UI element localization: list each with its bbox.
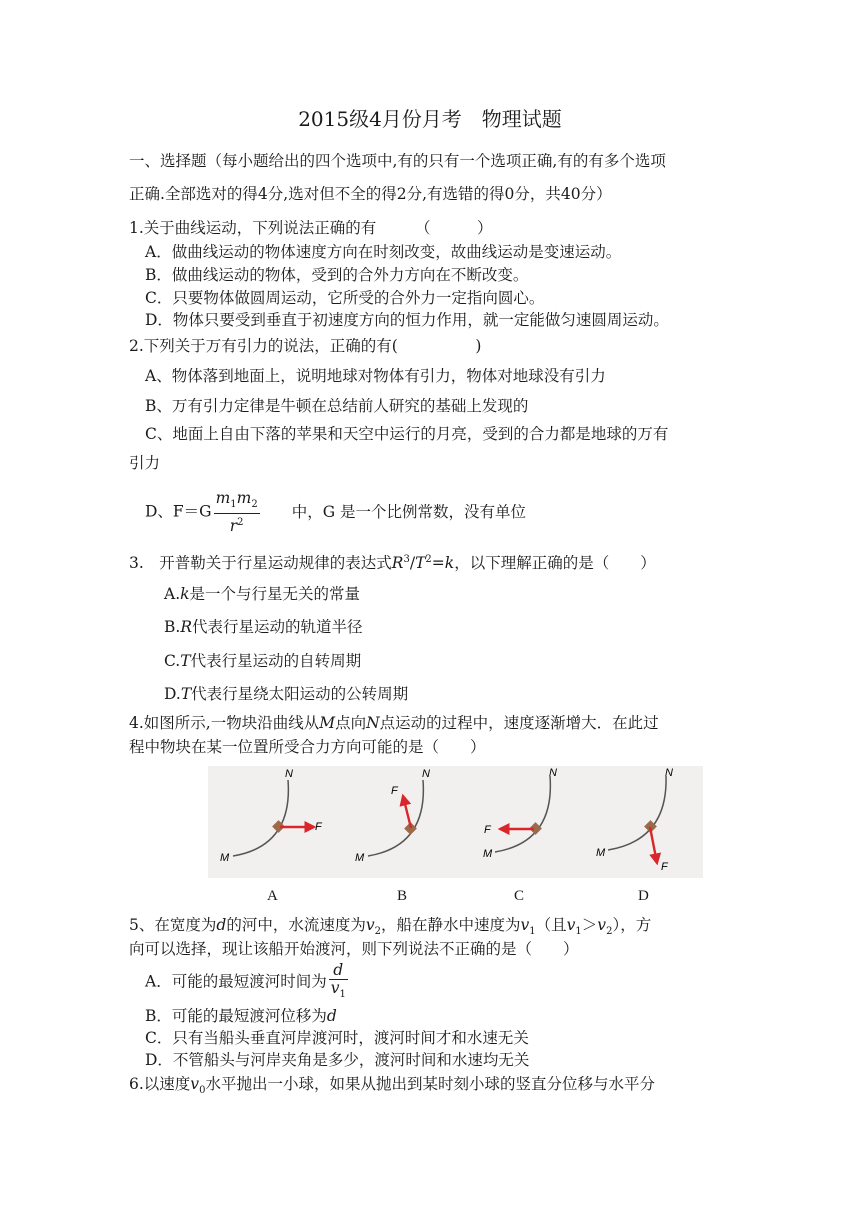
q3-d-letter: D. (164, 685, 181, 703)
label-n-d: N (665, 767, 673, 779)
q1-option-d: D．物体只要受到垂直于初速度方向的恒力作用，就一定能做匀速圆周运动。 (145, 311, 669, 329)
q2-option-c-line1: C、地面上自由下落的苹果和天空中运行的月亮，受到的合力都是地球的万有 (145, 425, 669, 443)
q6-line1 (129, 1074, 655, 1101)
figure-label-b: B (397, 888, 408, 904)
figure-label-d: D (638, 888, 649, 904)
q5-l1-d2: （且 (535, 916, 567, 934)
q6-l1-b: 水平抛出一小球，如果从抛出到某时刻小球的竖直分位移与水平分 (205, 1075, 655, 1093)
label-m-d: M (596, 847, 606, 859)
q3-c-letter: C. (164, 652, 181, 670)
page-title: 2015级4月份月考 物理试题 (298, 107, 562, 131)
q5-b-text: B．可能的最短渡河位移为 (145, 1007, 327, 1025)
section-header-line1: 一、选择题（每小题给出的四个选项中,有的只有一个选项正确,有的有多个选项 (129, 152, 666, 170)
label-m-c: M (483, 848, 493, 860)
label-n-a: N (285, 768, 293, 780)
m2-symbol: m (236, 489, 252, 507)
q2-option-d (145, 490, 526, 535)
formula-slash: / (409, 554, 416, 573)
q4-line2: 程中物块在某一位置所受合力方向可能的是（ ） (129, 738, 486, 756)
gravitation-fraction (214, 490, 260, 535)
q5-option-c: C．只有当船头垂直河岸渡河时，渡河时间才和水速无关 (145, 1029, 529, 1047)
formula-t-exp: 2 (425, 554, 432, 565)
curve-d (608, 776, 666, 850)
q4-line1 (129, 713, 659, 733)
q5-a-den: v (330, 979, 340, 997)
q4-l1-c: 点运动的过程中，速度逐渐增大．在此过 (379, 714, 659, 732)
q5-option-b (145, 1006, 337, 1026)
q4-l1-m: M (319, 714, 336, 732)
curve-c (495, 776, 550, 852)
q3-a-letter: A. (164, 585, 181, 603)
q5-l1-v2-sub: 2 (374, 926, 381, 938)
formula-k: k (444, 554, 455, 573)
q2-d-prefix: D、F＝G (145, 502, 212, 521)
q5-a-text: A．可能的最短渡河时间为 (145, 972, 327, 991)
formula-r: R (391, 554, 404, 573)
q3-option-c (164, 651, 361, 671)
m2-subscript: 2 (251, 499, 258, 511)
q5-l1-a: 5、在宽度为 (129, 916, 217, 934)
q3-d-text: 代表行星绕太阳运动的公转周期 (191, 685, 409, 703)
q5-l1-cmp-v1-sub: 1 (575, 926, 582, 938)
q3-option-b (164, 617, 363, 637)
q4-l1-b: 点向 (335, 714, 367, 732)
r-exponent: 2 (237, 517, 244, 529)
q5-l1-d: d (216, 916, 227, 934)
q5-l1-gt: ＞ (581, 916, 598, 934)
q3-option-d (164, 684, 408, 704)
q3-option-a (164, 584, 360, 604)
q5-a-den-sub: 1 (339, 989, 346, 1001)
curve-a (233, 780, 288, 856)
q6-l1-v-sub: 0 (199, 1085, 206, 1097)
section-header-line2: 正确.全部选对的得4分,选对但不全的得2分,有选错的得0分，共40分） (129, 185, 612, 203)
q5-l1-v1: v (520, 916, 530, 934)
q2-option-c-line2: 引力 (129, 454, 161, 472)
r-symbol: r (229, 517, 238, 536)
q5-l1-cmp-v2-sub: 2 (606, 926, 613, 938)
q3-b-var: R (180, 618, 192, 636)
q5-a-fraction (329, 962, 348, 1003)
label-n-b: N (422, 768, 430, 780)
q5-l1-cmp-v2: v (597, 916, 607, 934)
q1-option-c: C．只要物体做圆周运动，它所受的合外力一定指向圆心。 (145, 289, 545, 307)
panel-c (483, 767, 557, 860)
q2-d-suffix: 中，G 是一个比例常数，没有单位 (291, 502, 527, 521)
q4-l1-a: 4.如图所示,一物块沿曲线从 (129, 714, 320, 732)
q1-stem: 1.关于曲线运动，下列说法正确的有 （ ） (129, 219, 493, 237)
label-m-b: M (355, 852, 365, 864)
q3-a-text: 是一个与行星无关的常量 (189, 585, 361, 603)
q3-b-letter: B. (164, 618, 181, 636)
figure-label-a: A (267, 888, 278, 904)
formula-r-exp: 3 (403, 554, 410, 565)
label-m-a: M (220, 852, 230, 864)
q1-option-b: B．做曲线运动的物体，受到的合外力方向在不断改变。 (145, 266, 529, 284)
q5-line2: 向可以选择，现让该船开始渡河，则下列说法不正确的是（ ） (129, 940, 579, 958)
q5-l1-v1-sub: 1 (529, 926, 536, 938)
q2-option-a: A、物体落到地面上，说明地球对物体有引力，物体对地球没有引力 (145, 367, 606, 385)
formula-t: T (415, 554, 426, 573)
q6-l1-v: v (190, 1075, 200, 1093)
q5-l1-v2: v (365, 916, 375, 934)
q3-stem-suffix: ，以下理解正确的是（ ） (454, 554, 656, 573)
q3-c-var: T (180, 652, 191, 670)
q5-l1-c: ，船在静水中速度为 (380, 916, 521, 934)
q3-a-var: k (180, 585, 190, 603)
q5-option-a (145, 962, 350, 1003)
label-f-b: F (391, 785, 398, 797)
q2-option-b: B、万有引力定律是牛顿在总结前人研究的基础上发现的 (145, 397, 529, 415)
q3-stem-prefix: 3. 开普勒关于行星运动规律的表达式 (129, 554, 392, 573)
label-f-c: F (484, 824, 491, 836)
q2-stem: 2.下列关于万有引力的说法，正确的有( ) (129, 337, 482, 355)
q4-figure-svg (208, 766, 703, 878)
panel-b (355, 768, 430, 864)
q4-l1-n: N (366, 714, 380, 732)
q5-l1-e: ），方 (612, 916, 652, 934)
panel-a (220, 768, 323, 864)
m1-symbol: m (215, 489, 231, 507)
q4-figure (208, 766, 703, 878)
label-f-d: F (661, 861, 668, 873)
formula-eq: = (431, 554, 445, 573)
q5-l1-b: 的河中，水流速度为 (226, 916, 366, 934)
q5-l1-cmp-v1: v (566, 916, 576, 934)
label-f-a: F (315, 821, 322, 833)
q3-stem (129, 550, 656, 573)
force-arrow-b (403, 796, 411, 828)
panel-d (596, 767, 673, 873)
q3-b-text: 代表行星运动的轨道半径 (192, 618, 363, 636)
force-arrow-d (650, 827, 657, 863)
q5-b-var: d (326, 1007, 337, 1025)
q5-a-num: d (333, 961, 344, 979)
q6-l1-a: 6.以速度 (129, 1075, 191, 1093)
figure-label-c: C (514, 888, 525, 904)
q5-option-d: D．不管船头与河岸夹角是多少，渡河时间和水速均无关 (145, 1051, 530, 1069)
q1-option-a: A．做曲线运动的物体速度方向在时刻改变，故曲线运动是变速运动。 (145, 243, 622, 261)
q3-d-var: T (180, 685, 192, 703)
q3-c-text: 代表行星运动的自转周期 (190, 652, 362, 670)
label-n-c: N (549, 767, 557, 779)
m1-subscript: 1 (230, 499, 237, 511)
